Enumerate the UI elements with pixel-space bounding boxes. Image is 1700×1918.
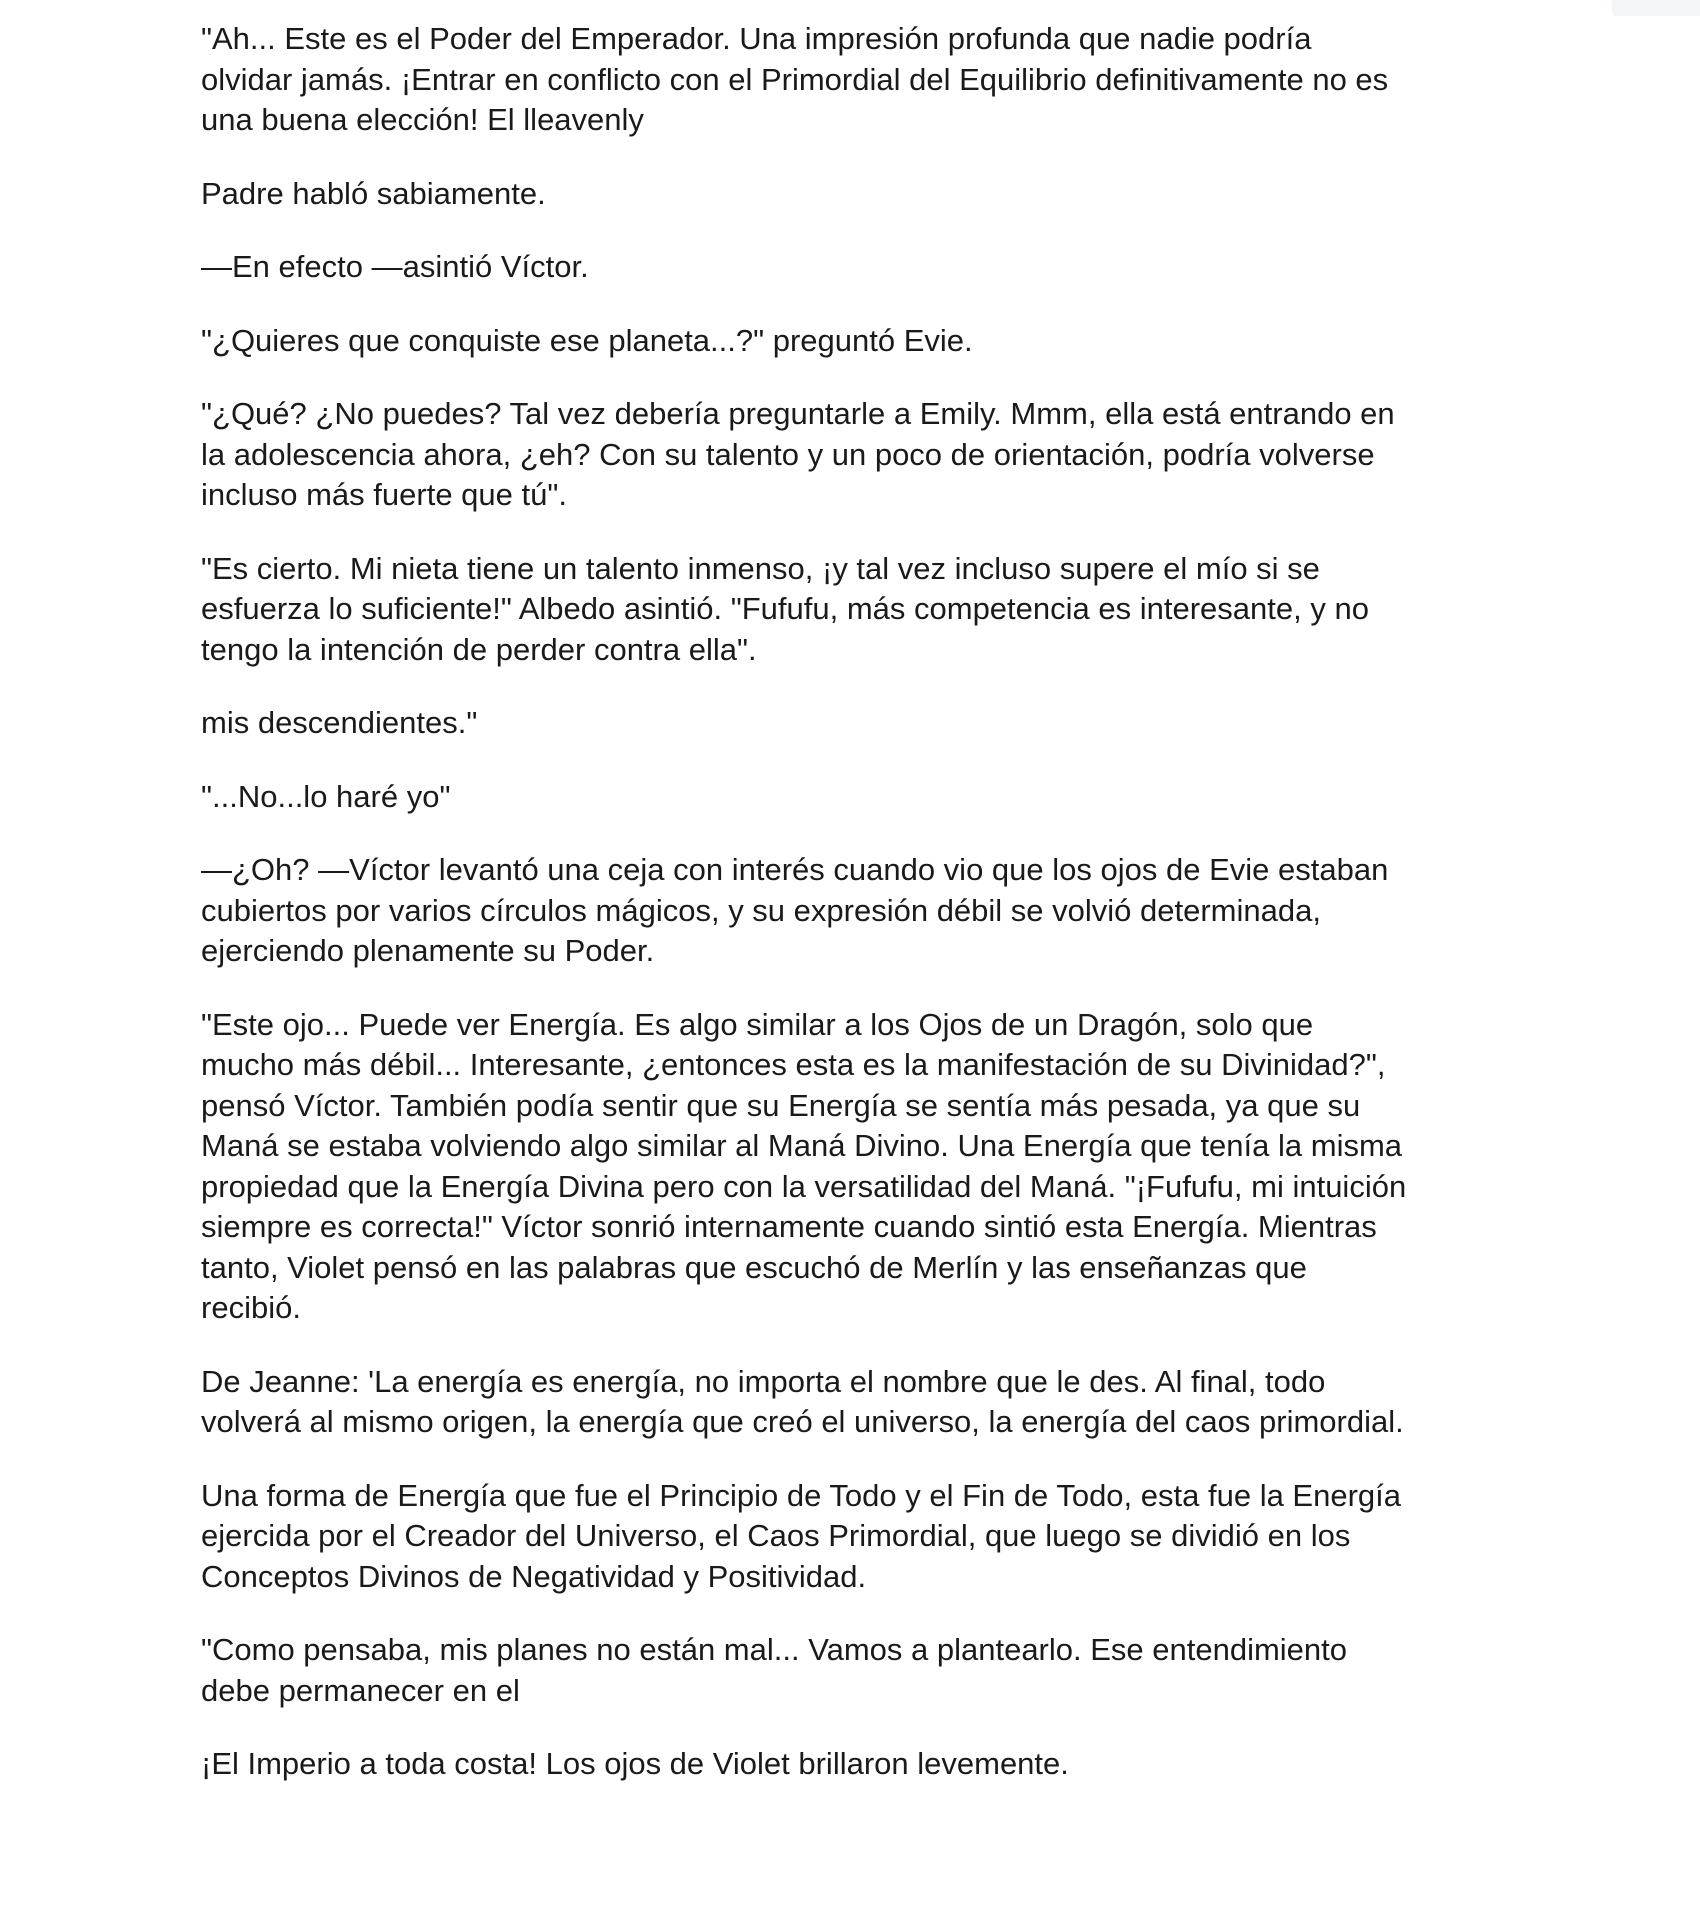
paragraph-14: ¡El Imperio a toda costa! Los ojos de Violet brillaron levemente. bbox=[201, 1746, 1069, 1781]
paragraph-4: "¿Quieres que conquiste ese planeta...?" preguntó Evie. bbox=[201, 322, 973, 358]
paragraph-11: De Jeanne: 'La energía es energía, no importa el nombre que le des. Al final, todo volverá al mismo origen, la energía que creó el universo, la energía del caos primordial. bbox=[201, 1363, 1404, 1439]
paragraph-3: —En efecto —asintió Víctor. bbox=[201, 249, 589, 284]
paragraph-1: "Ah... Este es el Poder del Emperador. Una impresión profunda que nadie podría olvidar jamás. ¡Entrar en conflicto con el Primordial del Equilibrio definitivamente no es una buena elección! El lleavenly bbox=[201, 21, 1389, 137]
paragraph-10: "Este ojo... Puede ver Energía. Es algo similar a los Ojos de un Dragón, solo que mucho más débil... Interesante, ¿entonces esta es la manifestación de su Divinidad?", pensó Víctor. También podía sentir que su Energía se sentía más pesada, ya que su Maná se estaba volviendo algo similar al Maná Divino. Una Energía que tenía la misma propiedad que la Energía Divina pero con la versatilidad del Maná. "¡Fufufu, mi intuición siempre es correcta!" Víctor sonrió internamente cuando sintió esta Energía. Mientras tanto, Violet pensó en las palabras que escuchó de Merlín y las enseñanzas que recibió. bbox=[201, 1006, 1407, 1325]
paragraph-9: —¿Oh? —Víctor levantó una ceja con interés cuando vio que los ojos de Evie estaban cubiertos por varios círculos mágicos, y su expresión débil se volvió determinada, ejerciendo plenamente su Poder. bbox=[201, 852, 1389, 968]
paragraph-13: "Como pensaba, mis planes no están mal... Vamos a plantearlo. Ese entendimiento debe permanecer en el bbox=[201, 1632, 1348, 1708]
body-text bbox=[201, 19, 1541, 1818]
paragraph-6: "Es cierto. Mi nieta tiene un talento inmenso, ¡y tal vez incluso supere el mío si se esfuerza lo suficiente!" Albedo asintió. "Fufufu, más competencia es interesante, y no tengo la intención de perder contra ella". bbox=[201, 550, 1369, 667]
corner-mark bbox=[1612, 0, 1700, 16]
paragraph-12: Una forma de Energía que fue el Principio de Todo y el Fin de Todo, esta fue la Energía ejercida por el Creador del Universo, el Caos Primordial, que luego se dividió en los Conceptos Divinos de Negatividad y Positividad. bbox=[201, 1477, 1402, 1594]
paragraph-2: Padre habló sabiamente. bbox=[201, 175, 546, 211]
paragraph-5: "¿Qué? ¿No puedes? Tal vez debería preguntarle a Emily. Mmm, ella está entrando en la adolescencia ahora, ¿eh? Con su talento y un poco de orientación, podría volverse incluso más fuerte que tú". bbox=[201, 396, 1395, 512]
paragraph-7: mis descendientes." bbox=[201, 705, 478, 740]
paragraph-8: "...No...lo haré yo" bbox=[201, 778, 451, 814]
